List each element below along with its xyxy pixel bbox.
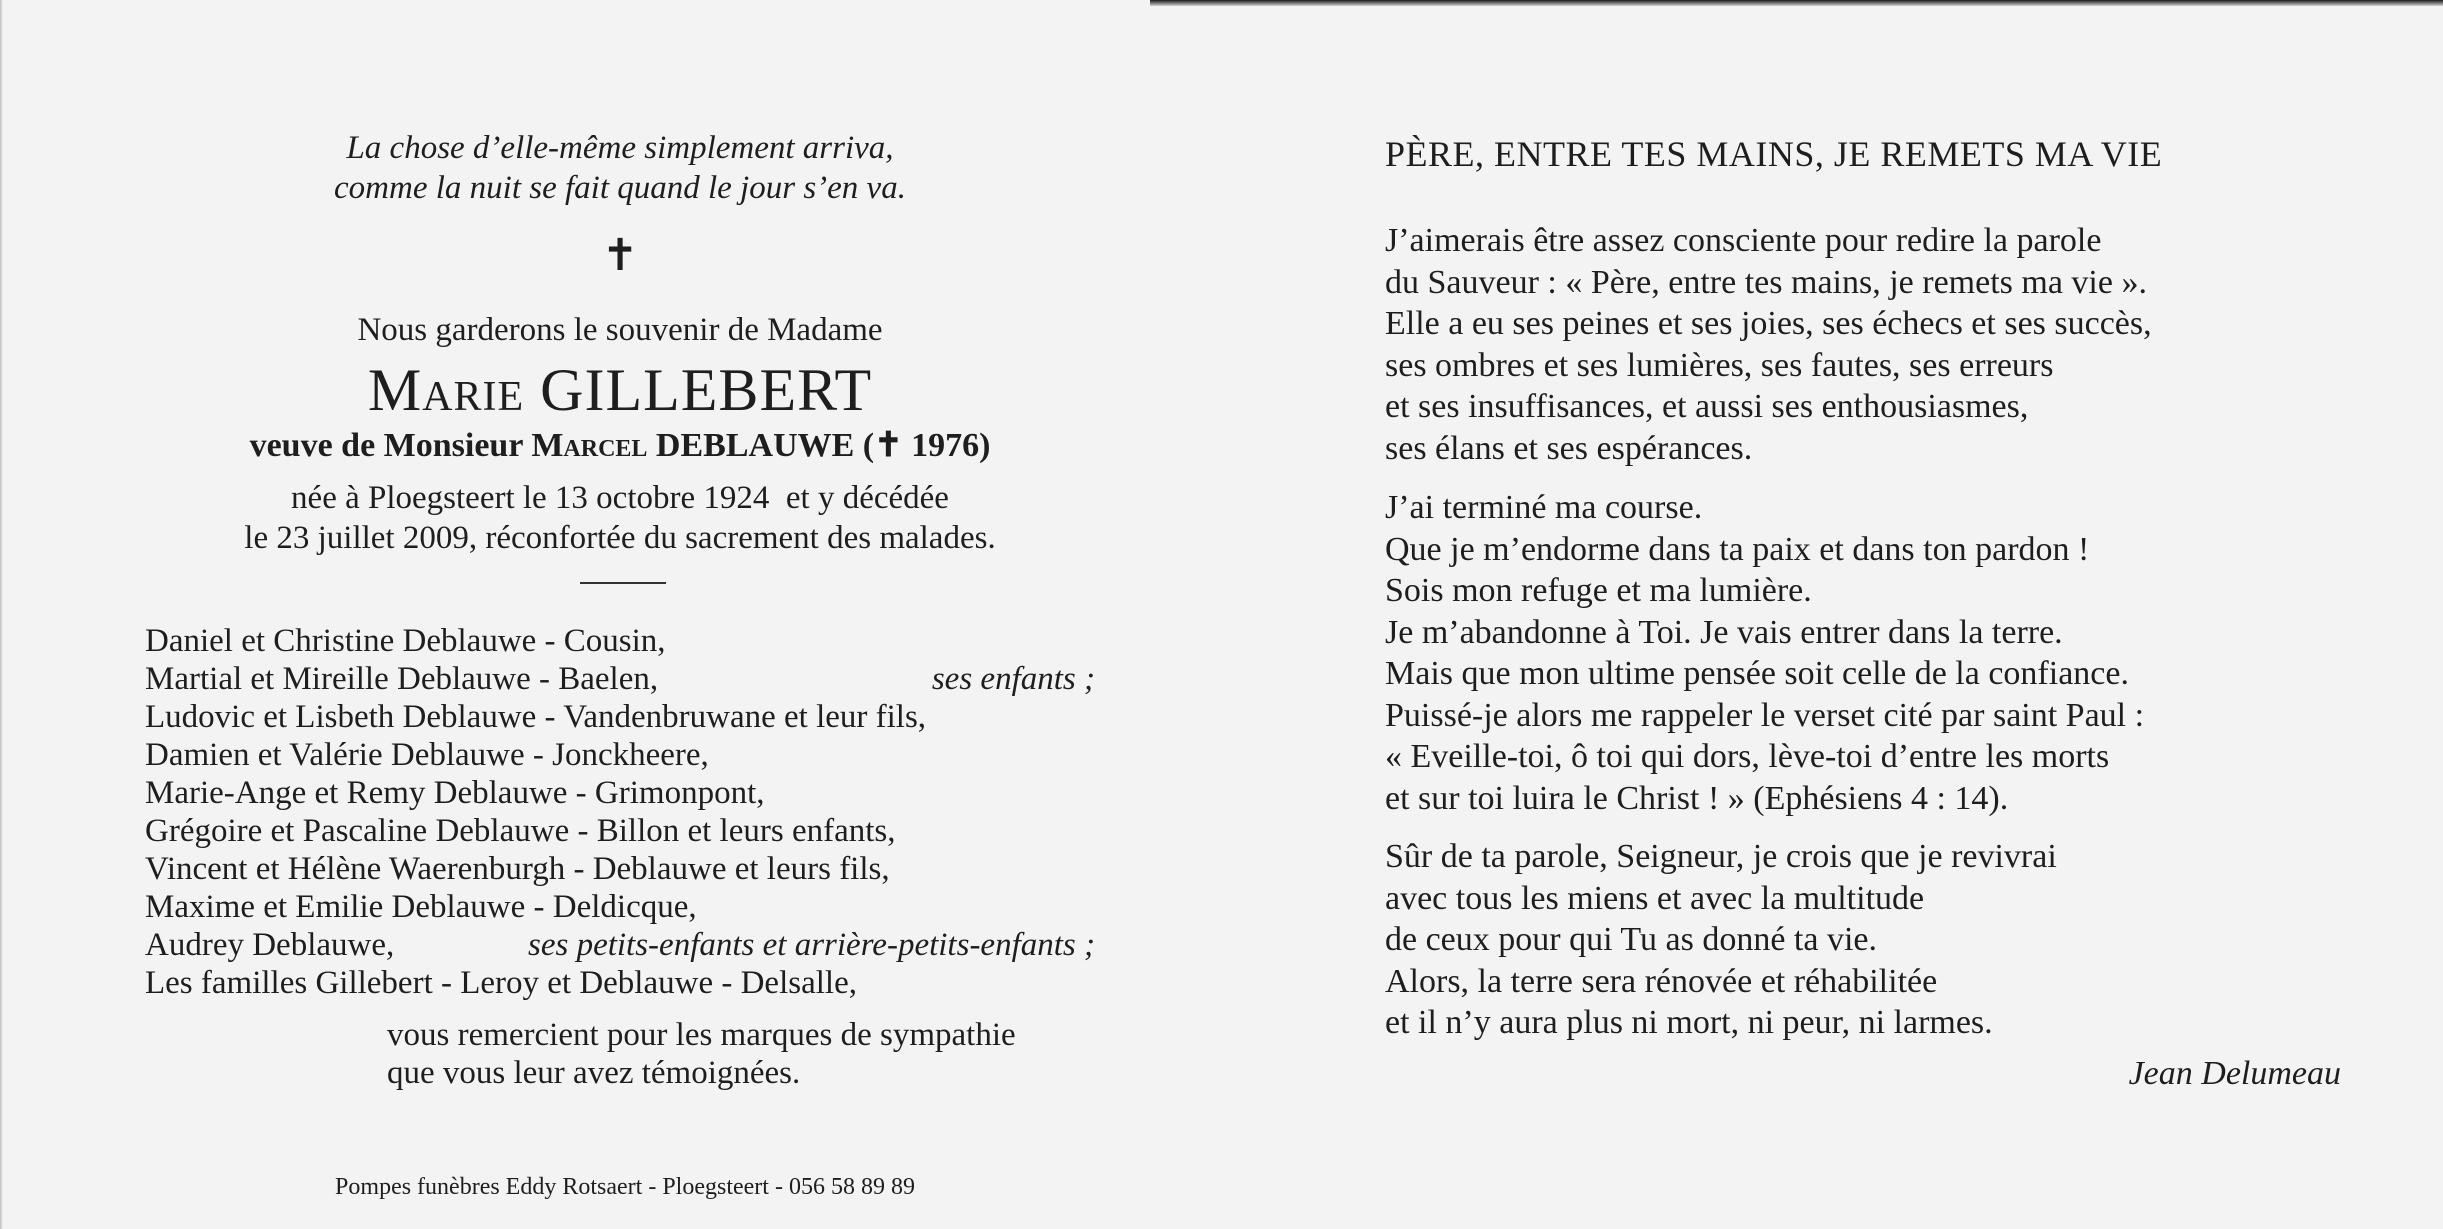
family-names: Marie-Ange et Remy Deblauwe - Grimonpont, [145, 775, 765, 811]
family-names: Ludovic et Lisbeth Deblauwe - Vandenbruwane et leur fils, [145, 699, 927, 735]
deceased-name [0, 354, 1240, 426]
poem-paragraph [1385, 836, 2405, 1044]
family-row [145, 850, 1125, 888]
family-names: Vincent et Hélène Waerenburgh - Deblauwe et leurs fils, [145, 851, 890, 887]
family-row [145, 888, 1125, 926]
family-names: Maxime et Emilie Deblauwe - Deldicque, [145, 889, 697, 925]
poem-line: ses ombres et ses lumières, ses fautes, ses erreurs [1385, 346, 2054, 384]
family-names: Les familles Gillebert - Leroy et Deblauwe - Delsalle, [145, 965, 857, 1001]
thanks-text [387, 1016, 1187, 1092]
family-row [145, 812, 1125, 850]
funeral-home-footer: Pompes funèbres Eddy Rotsaert - Ploegsteert - 056 58 89 89 [335, 1174, 915, 1200]
poem-line: J’aimerais être assez consciente pour redire la parole [1385, 222, 2102, 259]
family-names: Martial et Mireille Deblauwe - Baelen, [145, 661, 659, 697]
details-line: née à Ploegsteert le 13 octobre 1924 et y décédée [291, 480, 949, 516]
poem-paragraph [1385, 220, 2405, 469]
deceased-first-name: Marie [367, 357, 525, 423]
family-names: Grégoire et Pascaline Deblauwe - Billon et leurs enfants, [145, 813, 896, 849]
poem-line: Je m’abandonne à Toi. Je vais entrer dans la terre. [1385, 613, 2063, 651]
family-row [145, 736, 1125, 774]
spouse-first-name: Marcel [531, 427, 648, 464]
divider [580, 582, 666, 584]
family-row [145, 964, 1125, 1002]
poem-line: Sois mon refuge et ma lumière. [1385, 572, 1812, 609]
poem-line: Puissé-je alors me rappeler le verset cité par saint Paul : [1385, 696, 2145, 734]
family-list [145, 622, 1125, 1002]
family-row [145, 926, 1125, 964]
deceased-last-name: GILLEBERT [540, 357, 873, 423]
poem-line: avec tous les miens et avec la multitude [1385, 879, 1925, 917]
poem-line: Que je m’endorme dans ta paix et dans ton pardon ! [1385, 530, 2090, 568]
poem-title: PÈRE, ENTRE TES MAINS, JE REMETS MA VIE [1385, 134, 2163, 174]
poem-line: Elle a eu ses peines et ses joies, ses échecs et ses succès, [1385, 305, 2152, 342]
family-row [145, 660, 1125, 698]
thanks-line: vous remercient pour les marques de sympathie [387, 1017, 1016, 1053]
right-panel [1240, 0, 2443, 1229]
poem-line: Mais que mon ultime pensée soit celle de la confiance. [1385, 655, 2129, 692]
widow-line [0, 424, 1240, 468]
poem-line: et ses insuffisances, et aussi ses enthousiasmes, [1385, 388, 2029, 425]
poem-line: et sur toi luira le Christ ! » (Ephésiens 4 : 14). [1385, 779, 2009, 817]
poem-line: ses élans et ses espérances. [1385, 429, 1753, 467]
family-names: Audrey Deblauwe, [145, 927, 395, 963]
spouse-last-name: DEBLAUWE [655, 427, 855, 464]
family-names: Daniel et Christine Deblauwe - Cousin, [145, 623, 666, 659]
family-row [145, 622, 1125, 660]
details-line: le 23 juillet 2009, réconfortée du sacrement des malades. [244, 520, 996, 556]
family-relation: ses enfants ; [931, 661, 1095, 697]
intro-line: Nous garderons le souvenir de Madame [357, 312, 883, 348]
poem-paragraph [1385, 487, 2405, 819]
poem-line: J’ai terminé ma course. [1385, 489, 1703, 526]
spouse-death-year: (✝ 1976) [862, 427, 991, 464]
thanks-line: que vous leur avez témoignées. [387, 1055, 801, 1091]
poem-line: et il n’y aura plus ni mort, ni peur, ni larmes. [1385, 1004, 1993, 1041]
poem-line: Sûr de ta parole, Seigneur, je crois que je revivrai [1385, 838, 2057, 875]
poem-line: « Eveille-toi, ô toi qui dors, lève-toi d’entre les morts [1385, 738, 2110, 775]
poem-line: de ceux pour qui Tu as donné ta vie. [1385, 921, 1877, 958]
family-names: Damien et Valérie Deblauwe - Jonckheere, [145, 737, 709, 773]
poem-author: Jean Delumeau [2128, 1055, 2341, 1092]
poem-line: du Sauveur : « Père, entre tes mains, je remets ma vie ». [1385, 263, 2147, 301]
family-relation: ses petits-enfants et arrière-petits-enfants ; [527, 927, 1095, 963]
cross-icon: ✝ [601, 231, 639, 280]
poem-line: Alors, la terre sera rénovée et réhabilitée [1385, 962, 1938, 1000]
epigraph [0, 128, 1240, 208]
family-row [145, 698, 1125, 736]
widow-prefix: veuve de Monsieur [249, 427, 523, 464]
birth-death-details [0, 478, 1240, 558]
epigraph-line: comme la nuit se fait quand le jour s’en va. [334, 170, 906, 206]
family-row [145, 774, 1125, 812]
epigraph-line: La chose d’elle-même simplement arriva, [346, 130, 894, 166]
